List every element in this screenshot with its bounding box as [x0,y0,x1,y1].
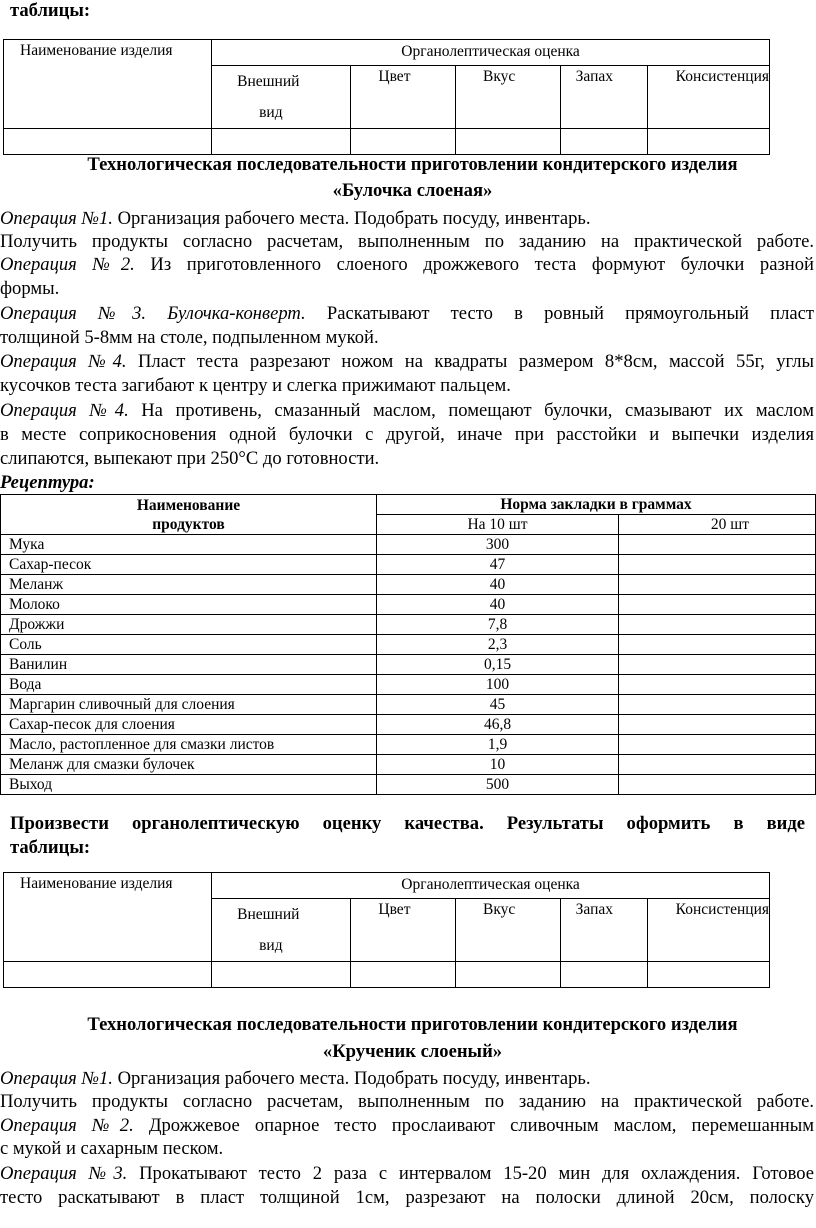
organoleptic-table-2 [3,872,770,988]
recipe-row-name: Сахар-песок для слоения [1,715,377,735]
s1-op2-label: Операция №2. [0,254,135,275]
recipe-row-v20 [619,595,816,615]
org2-col-group: Органолептическая оценка [212,873,770,899]
recipe-row-name: Масло, растопленное для смазки листов [1,735,377,755]
section1-title-line1: Технологическая последовательности приготовлении кондитерского изделия [87,154,738,175]
recipe-row-v20 [619,715,816,735]
org-empty-cell [647,129,769,155]
org-sub-vneshniy-1: Внешний [237,73,300,90]
recipe-row [1,675,816,695]
recipe-row-v10: 300 [377,535,619,555]
recipe-row-v20 [619,535,816,555]
s2-op1-label: Операция №1. [0,1068,113,1089]
s1-op2-text: Из приготовленного слоеного дрожжевого теста формуют булочки разной [134,254,815,275]
org2-sub-cvet: Цвет [351,899,456,962]
recipe-row [1,655,816,675]
org-sub-vkus: Вкус [456,66,561,129]
recipe-table [0,494,816,795]
s1-op3-line2: толщиной 5-8мм на столе, подпыленном мукой. [0,327,379,348]
org2-empty-cell [560,962,647,988]
recipe-col-norm: Норма закладки в граммах [377,495,816,515]
org2-sub-vneshniy-1: Внешний [237,906,300,923]
quality-line1: Произвести органолептическую оценку качества. Результаты оформить в виде [10,813,805,834]
recipe-label: Рецептура: [0,472,95,493]
recipe-row [1,735,816,755]
org-sub-vneshniy [212,66,351,129]
s1-op3-label: Операция №3. Булочка-конверт. [0,303,306,324]
s1-op1 [0,207,814,230]
recipe-row-name: Меланж [1,575,377,595]
recipe-row-v20 [619,735,816,755]
org-empty-cell [456,129,561,155]
recipe-row-v20 [619,755,816,775]
s1-op3 [0,302,814,325]
recipe-row [1,635,816,655]
recipe-row-v20 [619,575,816,595]
org2-sub-vneshniy [212,899,351,962]
recipe-row-v20 [619,635,816,655]
top-fragment: таблицы: [10,0,91,21]
organoleptic-table-1 [3,39,770,155]
recipe-row-v10: 500 [377,775,619,795]
recipe-row-v10: 47 [377,555,619,575]
org2-sub-vneshniy-2: вид [259,937,283,954]
s1-op4a-line2: кусочков теста загибают к центру и слегка прижимают пальцем. [0,375,511,396]
s1-op4b-line3: слипаются, выпекают при 250°С до готовности. [0,448,380,469]
s1-op4b [0,399,814,422]
s1-op1-text: Организация рабочего места. Подобрать посуду, инвентарь. [112,208,591,229]
recipe-col-name-2: продуктов [152,516,225,533]
recipe-row-v20 [619,615,816,635]
s2-op2-label: Операция №2. [0,1115,134,1136]
recipe-row [1,715,816,735]
s1-op2-line2: формы. [0,278,60,299]
recipe-row-v10: 7,8 [377,615,619,635]
org-col-name: Наименование изделия [4,40,212,129]
recipe-row-v20 [619,555,816,575]
recipe-row-name: Выход [1,775,377,795]
section2-title-line2: «Крученик слоеный» [322,1041,503,1062]
recipe-row-name: Маргарин сливочный для слоения [1,695,377,715]
recipe-row-v20 [619,695,816,715]
recipe-row-name: Меланж для смазки булочек [1,755,377,775]
s1-op1-label: Операция №1. [0,208,113,229]
recipe-col-name-1: Наименование [136,497,241,514]
org-sub-konsist: Консистенция [647,66,769,129]
org-empty-cell [351,129,456,155]
recipe-row-v10: 100 [377,675,619,695]
recipe-row-v20 [619,655,816,675]
org2-empty-cell [647,962,769,988]
recipe-row-v10: 2,3 [377,635,619,655]
s2-op3-label: Операция №3. [0,1163,128,1184]
recipe-row-name: Молоко [1,595,377,615]
recipe-col-20: 20 шт [619,515,816,535]
recipe-row-name: Ванилин [1,655,377,675]
s1-op3-text: Раскатывают тесто в ровный прямоугольный пласт [305,303,815,324]
recipe-row [1,535,816,555]
s2-op1 [0,1067,814,1090]
s1-op4b-text: На противень, смазанный маслом, помещают булочки, смазывают их маслом [128,400,814,421]
org-sub-vneshniy-2: вид [259,104,283,121]
recipe-row-name: Соль [1,635,377,655]
recipe-row-name: Мука [1,535,377,555]
recipe-row-v10: 46,8 [377,715,619,735]
recipe-row [1,615,816,635]
org2-empty-cell [212,962,351,988]
org2-empty-cell [456,962,561,988]
org-empty-cell [560,129,647,155]
org-col-group: Органолептическая оценка [212,40,770,66]
org-empty-cell [212,129,351,155]
recipe-row [1,695,816,715]
recipe-row [1,595,816,615]
s1-op4b-label: Операция №4. [0,400,129,421]
s2-op3-text: Прокатывают тесто 2 раза с интервалом 15-20 мин для охлаждения. Готовое [127,1163,814,1184]
org2-col-name: Наименование изделия [4,873,212,962]
recipe-row-v10: 0,15 [377,655,619,675]
org2-sub-konsist: Консистенция [647,899,769,962]
s2-op3 [0,1162,814,1185]
recipe-col-name [1,495,377,535]
s2-op2-text: Дрожжевое опарное тесто прослаивают сливочным маслом, перемешанным [133,1115,815,1136]
recipe-row [1,575,816,595]
section1-title-line2: «Булочка слоеная» [332,180,493,201]
s2-op3-line2: тесто раскатывают в пласт толщиной 1см, разрезают на полоски длиной 20см, полоску [0,1187,814,1208]
org2-empty-cell [351,962,456,988]
s2-op2 [0,1114,814,1137]
recipe-row-v10: 40 [377,575,619,595]
recipe-row-name: Вода [1,675,377,695]
org-empty-cell [4,129,212,155]
s1-op4a [0,350,814,373]
recipe-row-name: Дрожжи [1,615,377,635]
recipe-col-10: На 10 шт [377,515,619,535]
s2-op1-line2: Получить продукты согласно расчетам, выполненным по заданию на практической работе. [0,1091,814,1112]
quality-line2: таблицы: [10,837,91,858]
s1-op1-line2: Получить продукты согласно расчетам, выполненным по заданию на практической работе. [0,231,814,252]
s2-op1-text: Организация рабочего места. Подобрать посуду, инвентарь. [112,1068,591,1089]
recipe-row [1,775,816,795]
recipe-row-v10: 45 [377,695,619,715]
org-sub-zapah: Запах [560,66,647,129]
org2-empty-cell [4,962,212,988]
recipe-row-v10: 10 [377,755,619,775]
recipe-row [1,755,816,775]
recipe-row-name: Сахар-песок [1,555,377,575]
recipe-row-v20 [619,675,816,695]
recipe-row-v10: 40 [377,595,619,615]
org2-sub-vkus: Вкус [456,899,561,962]
org-sub-cvet: Цвет [351,66,456,129]
s1-op4b-line2: в месте соприкосновения одной булочки с другой, иначе при расстойки и выпечки изделия [0,424,814,445]
s2-op2-line2: с мукой и сахарным песком. [0,1138,224,1159]
recipe-row-v20 [619,775,816,795]
section2-title-line1: Технологическая последовательности приготовлении кондитерского изделия [87,1014,738,1035]
s1-op4a-label: Операция №4. [0,351,127,372]
recipe-row [1,555,816,575]
s1-op4a-text: Пласт теста разрезают ножом на квадраты размером 8*8см, массой 55г, углы [126,351,815,372]
recipe-row-v10: 1,9 [377,735,619,755]
s1-op2 [0,253,814,276]
org2-sub-zapah: Запах [560,899,647,962]
